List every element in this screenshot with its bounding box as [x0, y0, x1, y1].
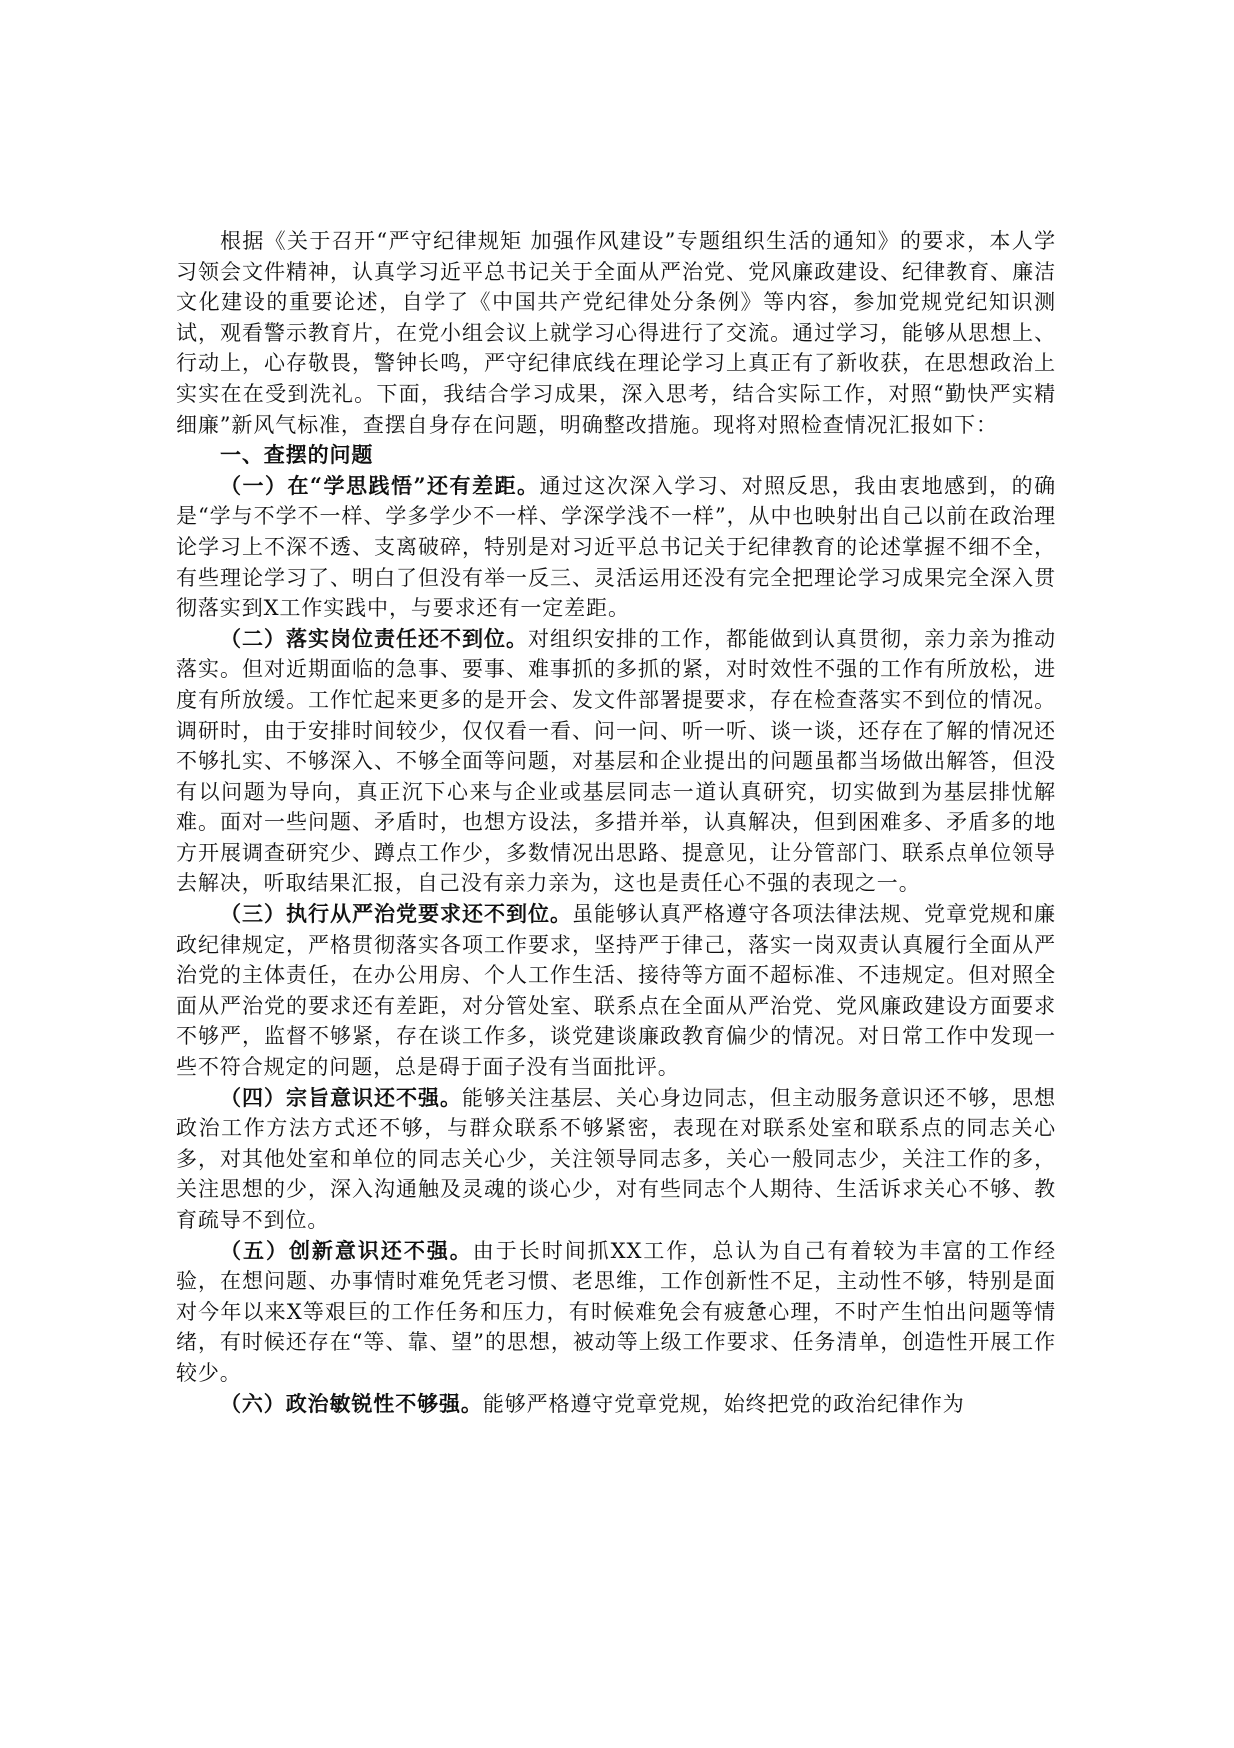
issue-body-2: 对组织安排的工作，都能做到认真贯彻，亲力亲为推动落实。但对近期面临的急事、要事、难事抓的多抓的紧，对时效性不强的工作有所放松，进度有所放缓。工作忙起来更多的是开会、发文件部署提要求，存在检查落实不到位的情况。调研时，由于安排时间较少，仅仅看一看、问一问、听一听、谈一谈，还存在了解的情况还不够扎实、不够深入、不够全面等问题，对基层和企业提出的问题虽都当场做出解答，但没有以问题为导向，真正沉下心来与企业或基层同志一道认真研究，切实做到为基层排忧解难。面对一些问题、矛盾时，也想方设法，多措并举，认真解决，但到困难多、矛盾多的地方开展调查研究少、蹲点工作少，多数情况出思路、提意见，让分管部门、联系点单位领导去解决，听取结果汇报，自己没有亲力亲为，这也是责任心不强的表现之一。 [176, 626, 1056, 896]
issue-body-6: 能够严格遵守党章党规，始终把党的政治纪律作为 [482, 1391, 965, 1416]
section-heading: 一、查摆的问题 [220, 442, 374, 468]
issue-title-4: （四）宗旨意识还不强。 [220, 1084, 463, 1110]
document-body [176, 226, 1056, 1419]
issue-body-1: 通过这次深入学习、对照反思，我由衷地感到，的确是“学与不学不一样、学多学少不一样、学深学浅不一样”，从中也映射出自己以前在政治理论学习上不深不透、支离破碎，特别是对习近平总书记关于纪律教育的论述掌握不细不全，有些理论学习了、明白了但没有举一反三、灵活运用还没有完全把理论学习成果完全深入贯彻落实到X工作实践中，与要求还有一定差距。 [176, 473, 1056, 621]
issue-body-4: 能够关注基层、关心身边同志，但主动服务意识还不够，思想政治工作方法方式还不够，与群众联系不够紧密，表现在对联系处室和联系点的同志关心多，对其他处室和单位的同志关心少，关注领导同志多，关心一般同志少，关注工作的多，关注思想的少，深入沟通触及灵魂的谈心少，对有些同志个人期待、生活诉求关心不够、教育疏导不到位。 [176, 1085, 1056, 1232]
intro-text: 根据《关于召开“严守纪律规矩 加强作风建设”专题组织生活的通知》的要求，本人学习领会文件精神，认真学习近平总书记关于全面从严治党、党风廉政建设、纪律教育、廉洁文化建设的重要论述，自学了《中国共产党纪律处分条例》等内容，参加党规党纪知识测试，观看警示教育片，在党小组会议上就学习心得进行了交流。通过学习，能够从思想上、行动上，心存敬畏，警钟长鸣，严守纪律底线在理论学习上真正有了新收获，在思想政治上实实在在受到洗礼。下面，我结合学习成果，深入思考，结合实际工作，对照“勤快严实精细廉”新风气标准，查摆自身存在问题，明确整改措施。现将对照检查情况汇报如下： [176, 229, 1056, 437]
issue-paragraph-2 [176, 624, 1056, 899]
issue-title-5: （五）创新意识还不强。 [220, 1237, 473, 1263]
issue-paragraph-5 [176, 1236, 1056, 1389]
issue-body-5: 由于长时间抓XX工作，总认为自己有着较为丰富的工作经验，在想问题、办事情时难免凭老习惯、老思维，工作创新性不足，主动性不够，特别是面对今年以来X等艰巨的工作任务和压力，有时候难免会有疲惫心理，不时产生怕出问题等情绪，有时候还存在“等、靠、望”的思想，被动等上级工作要求、任务清单，创造性开展工作较少。 [176, 1238, 1056, 1385]
issue-title-3: （三）执行从严治党要求还不到位。 [220, 901, 573, 927]
issue-paragraph-1 [176, 471, 1056, 624]
issue-title-1: （一）在“学思践悟”还有差距。 [220, 472, 540, 498]
issue-paragraph-6 [176, 1389, 1056, 1420]
issue-title-6: （六）政治敏锐性不够强。 [220, 1390, 483, 1416]
issue-paragraph-4 [176, 1083, 1056, 1236]
intro-paragraph [176, 226, 1056, 440]
issue-title-2: （二）落实岗位责任还不到位。 [220, 625, 529, 651]
issue-body-3: 虽能够认真严格遵守各项法律法规、党章党规和廉政纪律规定，严格贯彻落实各项工作要求，坚持严于律己，落实一岗双责认真履行全面从严治党的主体责任，在办公用房、个人工作生活、接待等方面不超标准、不违规定。但对照全面从严治党的要求还有差距，对分管处室、联系点在全面从严治党、党风廉政建设方面要求不够严，监督不够紧，存在谈工作多，谈党建谈廉政教育偏少的情况。对日常工作中发现一些不符合规定的问题，总是碍于面子没有当面批评。 [176, 902, 1056, 1080]
issue-paragraph-3 [176, 899, 1056, 1083]
